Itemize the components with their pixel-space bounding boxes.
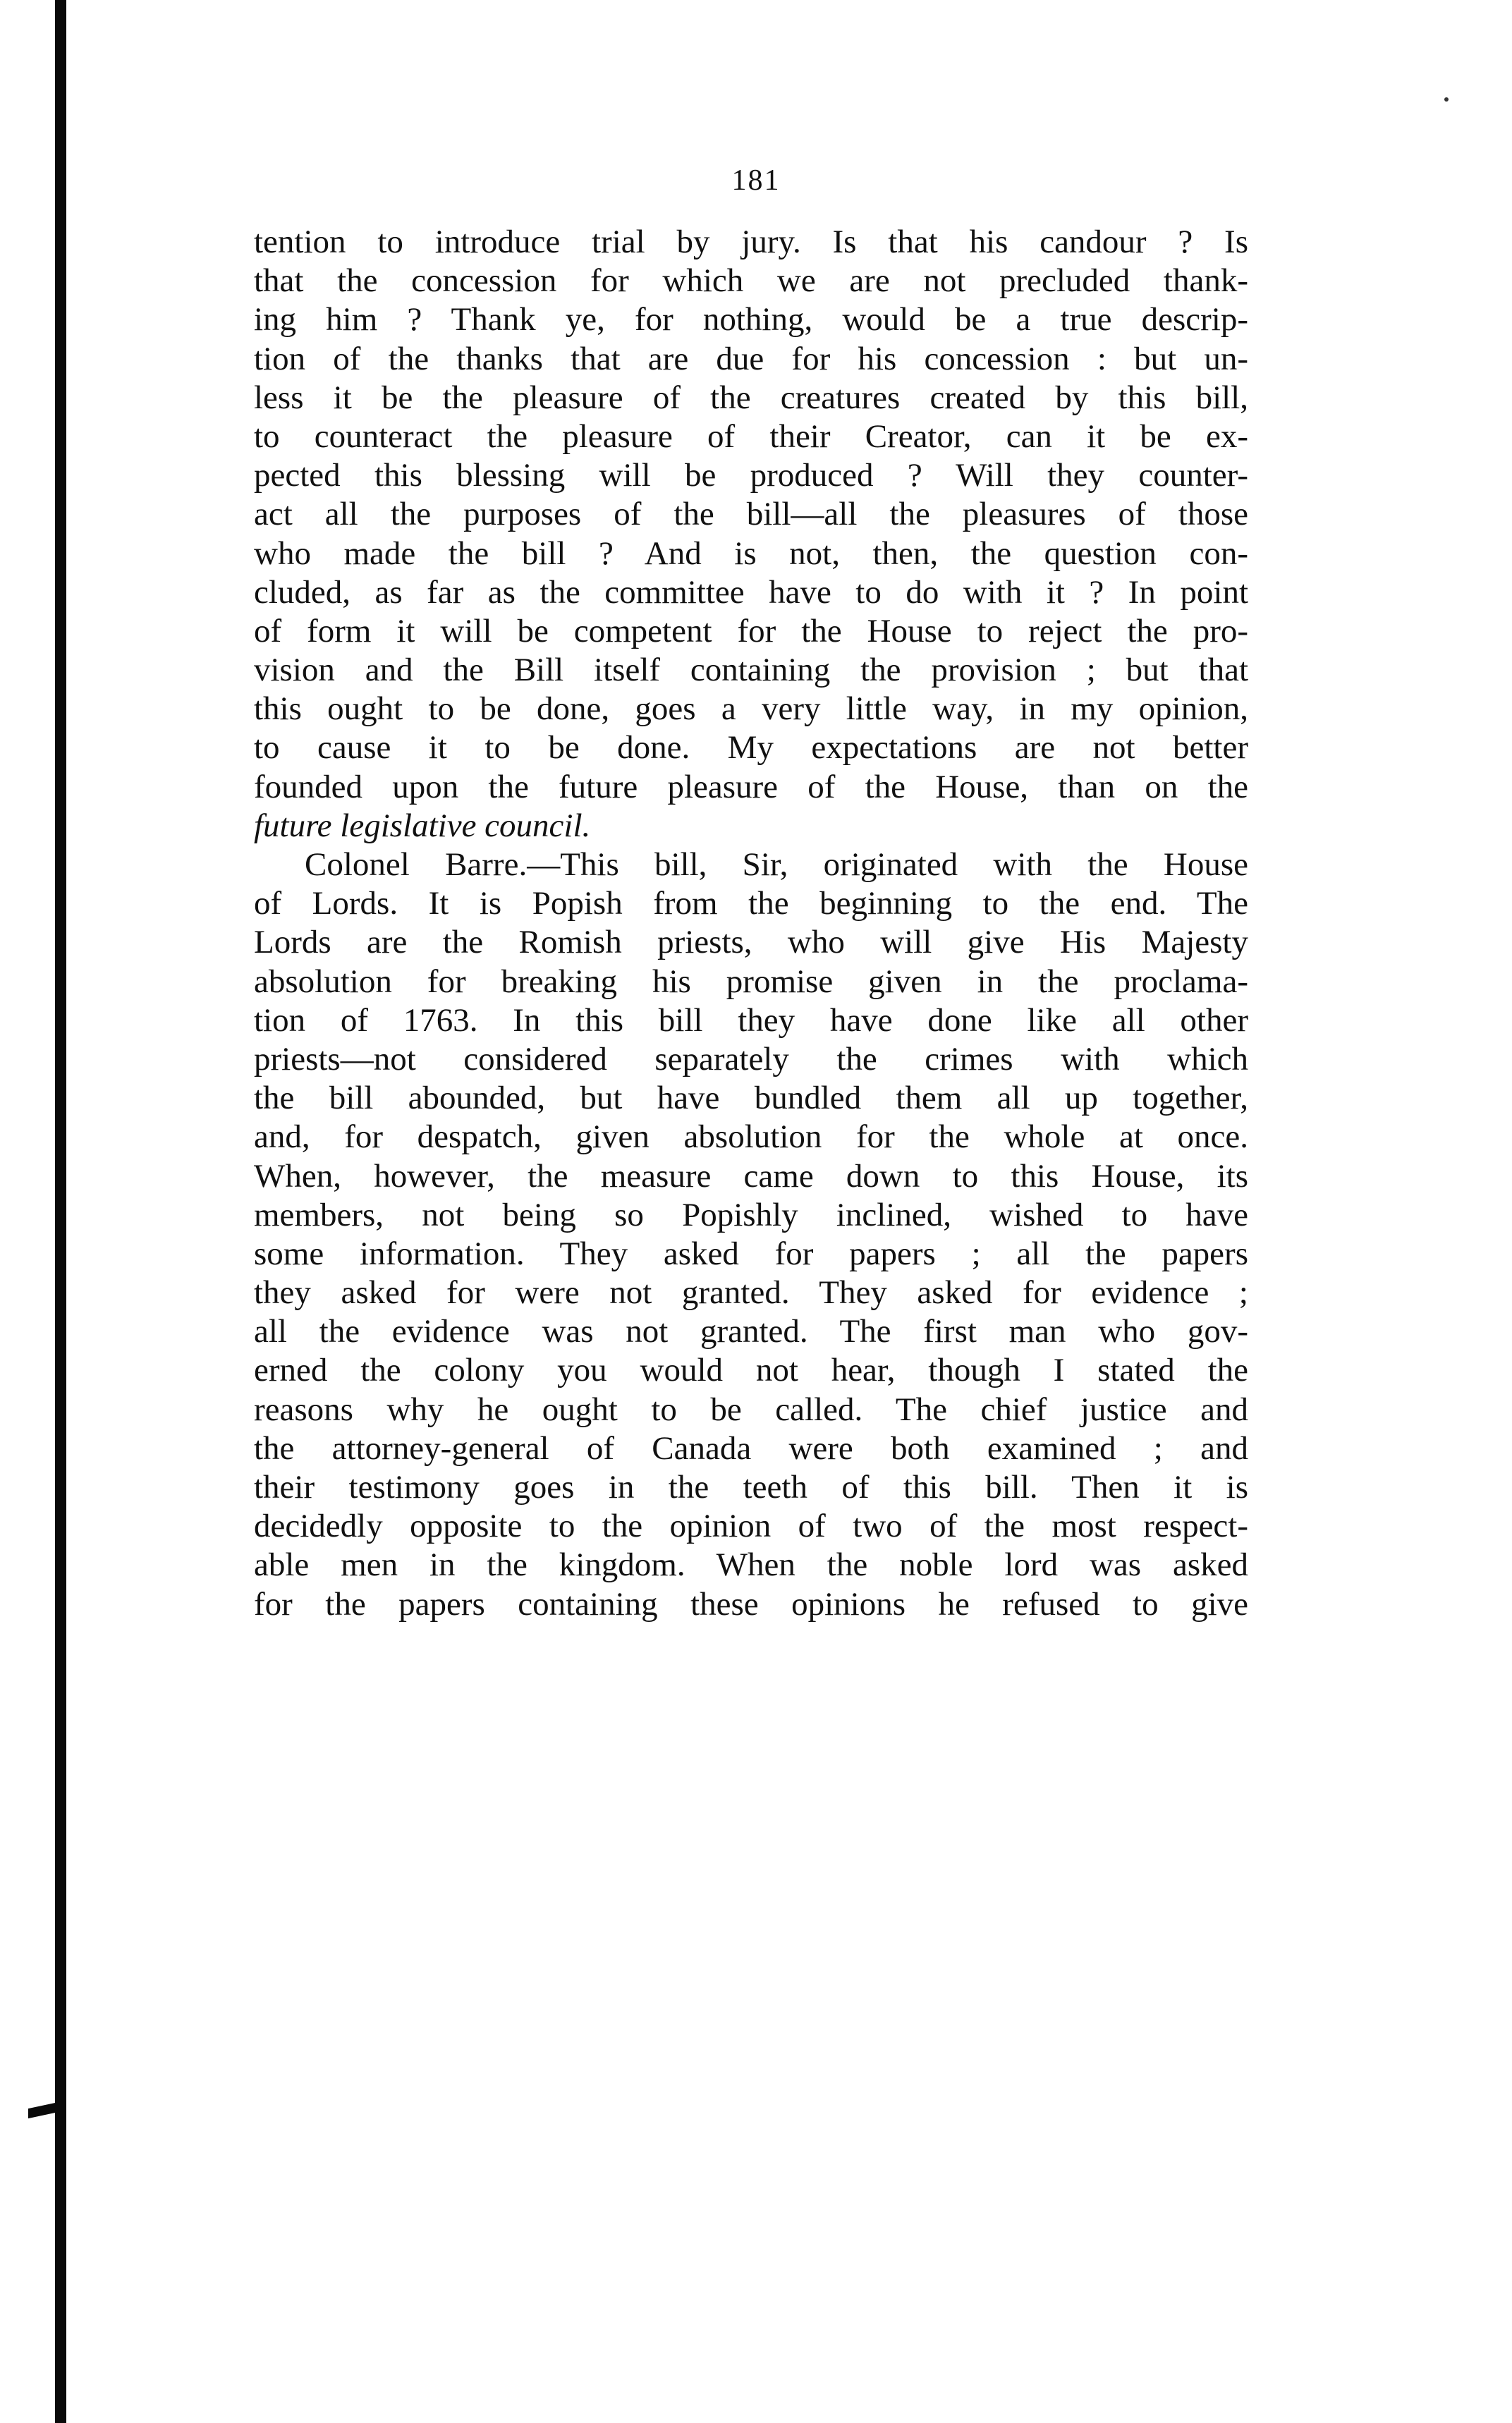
text-line: the attorney-general of Canada were both examined ; and	[254, 1429, 1248, 1467]
text-line: of form it will be competent for the House to reject the pro-	[254, 612, 1248, 649]
text-line: this ought to be done, goes a very little way, in my opinion,	[254, 690, 1248, 728]
text-line: founded upon the future pleasure of the House, than on the	[254, 768, 1248, 805]
text-line: Lords are the Romish priests, who will give His Majesty	[254, 924, 1248, 961]
scan-speck	[1444, 97, 1449, 102]
text-line: tention to introduce trial by jury. Is that his candour ? Is	[254, 224, 1248, 260]
text-line: they asked for were not granted. They asked for evidence ;	[254, 1274, 1248, 1312]
text-line: pected this blessing will be produced ? Will they counter-	[254, 457, 1248, 494]
text-line: that the concession for which we are not precluded thank-	[254, 262, 1248, 300]
text-line: who made the bill ? And is not, then, the question con-	[254, 535, 1248, 572]
text-line: priests—not considered separately the crimes with which	[254, 1040, 1248, 1078]
text-line: able men in the kingdom. When the noble lord was asked	[254, 1546, 1248, 1584]
text-line: for the papers containing these opinions he refused to give	[254, 1585, 1248, 1623]
text-line: to counteract the pleasure of their Creator, can it be ex-	[254, 417, 1248, 455]
text-line: erned the colony you would not hear, though I stated the	[254, 1352, 1248, 1389]
text-line: cluded, as far as the committee have to do with it ? In point	[254, 573, 1248, 611]
text-line: absolution for breaking his promise given in the proclama-	[254, 963, 1248, 1000]
text-line: act all the purposes of the bill—all the pleasures of those	[254, 496, 1248, 533]
body-text	[254, 223, 1248, 1624]
text-line: the bill abounded, but have bundled them all up together,	[254, 1080, 1248, 1117]
text-line: tion of 1763. In this bill they have done like all other	[254, 1001, 1248, 1039]
text-line: decidedly opposite to the opinion of two of the most respect-	[254, 1508, 1248, 1545]
text-line: vision and the Bill itself containing the provision ; but that	[254, 652, 1248, 689]
text-line: to cause it to be done. My expectations are not better	[254, 729, 1248, 767]
text-line: and, for despatch, given absolution for the whole at once.	[254, 1118, 1248, 1156]
text-line: Colonel Barre.—This bill, Sir, originated with the House	[305, 846, 1248, 883]
scan-binding-edge	[55, 0, 66, 2423]
text-line: When, however, the measure came down to this House, its	[254, 1157, 1248, 1195]
text-line: tion of the thanks that are due for his concession : but un-	[254, 340, 1248, 377]
text-line: ing him ? Thank ye, for nothing, would be a true descrip-	[254, 301, 1248, 338]
text-line: members, not being so Popishly inclined, wished to have	[254, 1196, 1248, 1233]
text-line: their testimony goes in the teeth of this bill. Then it is	[254, 1469, 1248, 1506]
text-line: future legislative council.	[254, 807, 591, 844]
text-line: of Lords. It is Popish from the beginning to the end. The	[254, 885, 1248, 922]
page-number: 181	[731, 164, 781, 197]
text-line: less it be the pleasure of the creatures created by this bill,	[254, 379, 1248, 416]
text-line: some information. They asked for papers ; all the papers	[254, 1235, 1248, 1272]
text-line: reasons why he ought to be called. The chief justice and	[254, 1391, 1248, 1428]
text-line: all the evidence was not granted. The first man who gov-	[254, 1313, 1248, 1350]
